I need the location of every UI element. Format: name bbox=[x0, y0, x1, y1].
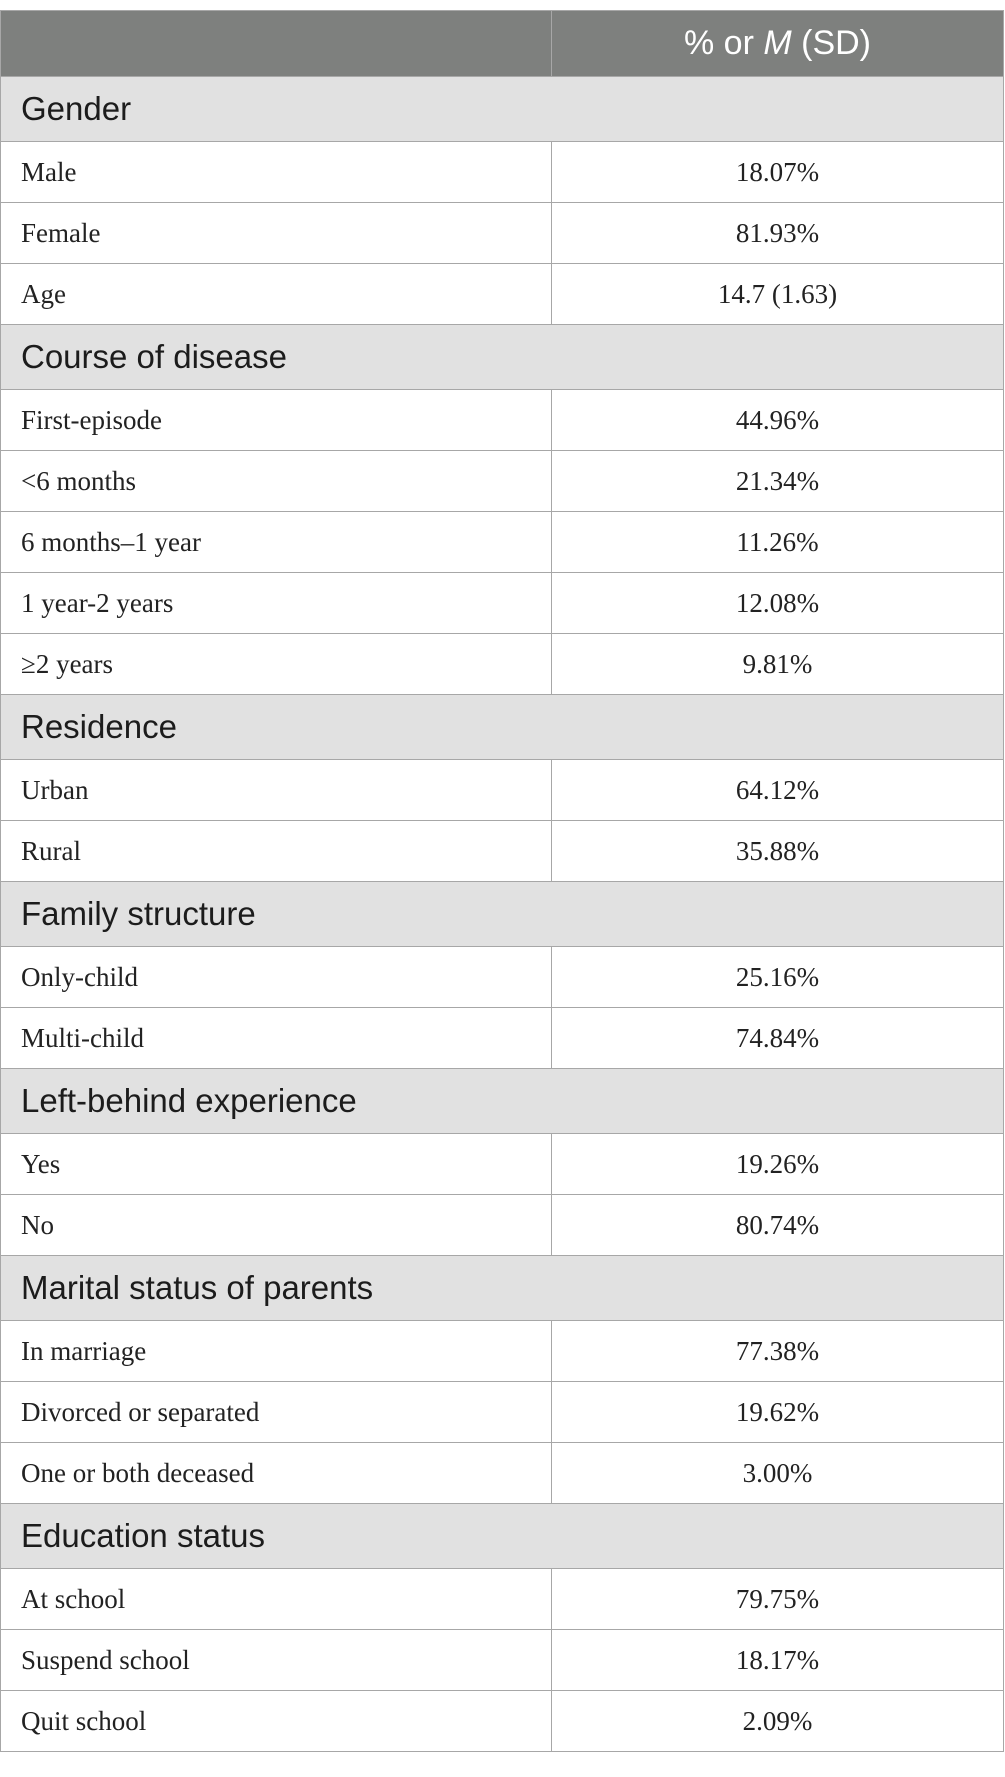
header-m-italic: M bbox=[763, 24, 792, 62]
row-label: 6 months–1 year bbox=[1, 512, 552, 573]
row-label: 1 year-2 years bbox=[1, 573, 552, 634]
header-value-column bbox=[552, 11, 1004, 77]
row-value: 64.12% bbox=[552, 760, 1004, 821]
table-row bbox=[1, 947, 1004, 1008]
row-value: 25.16% bbox=[552, 947, 1004, 1008]
row-label: Quit school bbox=[1, 1691, 552, 1752]
demographics-table-container bbox=[0, 10, 1003, 1752]
row-label: Only-child bbox=[1, 947, 552, 1008]
table-row bbox=[1, 142, 1004, 203]
table-row bbox=[1, 573, 1004, 634]
table-row bbox=[1, 1443, 1004, 1504]
section-title: Marital status of parents bbox=[1, 1256, 1004, 1321]
table-row bbox=[1, 1321, 1004, 1382]
row-value: 2.09% bbox=[552, 1691, 1004, 1752]
row-value: 12.08% bbox=[552, 573, 1004, 634]
table-row bbox=[1, 451, 1004, 512]
row-label: Suspend school bbox=[1, 1630, 552, 1691]
row-label: Female bbox=[1, 203, 552, 264]
row-label: Rural bbox=[1, 821, 552, 882]
section-header-row bbox=[1, 882, 1004, 947]
table-row bbox=[1, 512, 1004, 573]
table-row bbox=[1, 264, 1004, 325]
table-row bbox=[1, 760, 1004, 821]
table-row bbox=[1, 1569, 1004, 1630]
table-header bbox=[1, 11, 1004, 77]
row-label: ≥2 years bbox=[1, 634, 552, 695]
row-label: One or both deceased bbox=[1, 1443, 552, 1504]
header-row bbox=[1, 11, 1004, 77]
row-value: 35.88% bbox=[552, 821, 1004, 882]
table-row bbox=[1, 390, 1004, 451]
row-value: 11.26% bbox=[552, 512, 1004, 573]
section-header-row bbox=[1, 695, 1004, 760]
demographics-table bbox=[0, 10, 1004, 1752]
table-body bbox=[1, 77, 1004, 1752]
section-header-row bbox=[1, 1069, 1004, 1134]
row-label: No bbox=[1, 1195, 552, 1256]
header-prefix: % or bbox=[683, 24, 764, 62]
row-value: 44.96% bbox=[552, 390, 1004, 451]
row-label: Urban bbox=[1, 760, 552, 821]
row-value: 21.34% bbox=[552, 451, 1004, 512]
section-header-row bbox=[1, 325, 1004, 390]
row-value: 9.81% bbox=[552, 634, 1004, 695]
table-row bbox=[1, 1008, 1004, 1069]
row-value: 79.75% bbox=[552, 1569, 1004, 1630]
row-label: In marriage bbox=[1, 1321, 552, 1382]
table-row bbox=[1, 821, 1004, 882]
row-value: 14.7 (1.63) bbox=[552, 264, 1004, 325]
row-value: 19.62% bbox=[552, 1382, 1004, 1443]
section-title: Gender bbox=[1, 77, 1004, 142]
row-label: Multi-child bbox=[1, 1008, 552, 1069]
row-label: Age bbox=[1, 264, 552, 325]
section-title: Course of disease bbox=[1, 325, 1004, 390]
table-row bbox=[1, 1382, 1004, 1443]
row-value: 18.07% bbox=[552, 142, 1004, 203]
row-value: 19.26% bbox=[552, 1134, 1004, 1195]
section-title: Education status bbox=[1, 1504, 1004, 1569]
table-row bbox=[1, 1195, 1004, 1256]
row-value: 74.84% bbox=[552, 1008, 1004, 1069]
section-title: Residence bbox=[1, 695, 1004, 760]
header-suffix: (SD) bbox=[791, 24, 871, 62]
header-blank-cell bbox=[1, 11, 552, 77]
table-row bbox=[1, 1691, 1004, 1752]
row-value: 80.74% bbox=[552, 1195, 1004, 1256]
table-row bbox=[1, 634, 1004, 695]
row-label: At school bbox=[1, 1569, 552, 1630]
row-label: First-episode bbox=[1, 390, 552, 451]
row-value: 3.00% bbox=[552, 1443, 1004, 1504]
table-row bbox=[1, 1630, 1004, 1691]
table-row bbox=[1, 1134, 1004, 1195]
row-value: 81.93% bbox=[552, 203, 1004, 264]
row-value: 77.38% bbox=[552, 1321, 1004, 1382]
row-label: Yes bbox=[1, 1134, 552, 1195]
section-title: Left-behind experience bbox=[1, 1069, 1004, 1134]
section-title: Family structure bbox=[1, 882, 1004, 947]
row-label: Divorced or separated bbox=[1, 1382, 552, 1443]
section-header-row bbox=[1, 1256, 1004, 1321]
row-label: <6 months bbox=[1, 451, 552, 512]
table-row bbox=[1, 203, 1004, 264]
row-value: 18.17% bbox=[552, 1630, 1004, 1691]
row-label: Male bbox=[1, 142, 552, 203]
section-header-row bbox=[1, 77, 1004, 142]
section-header-row bbox=[1, 1504, 1004, 1569]
